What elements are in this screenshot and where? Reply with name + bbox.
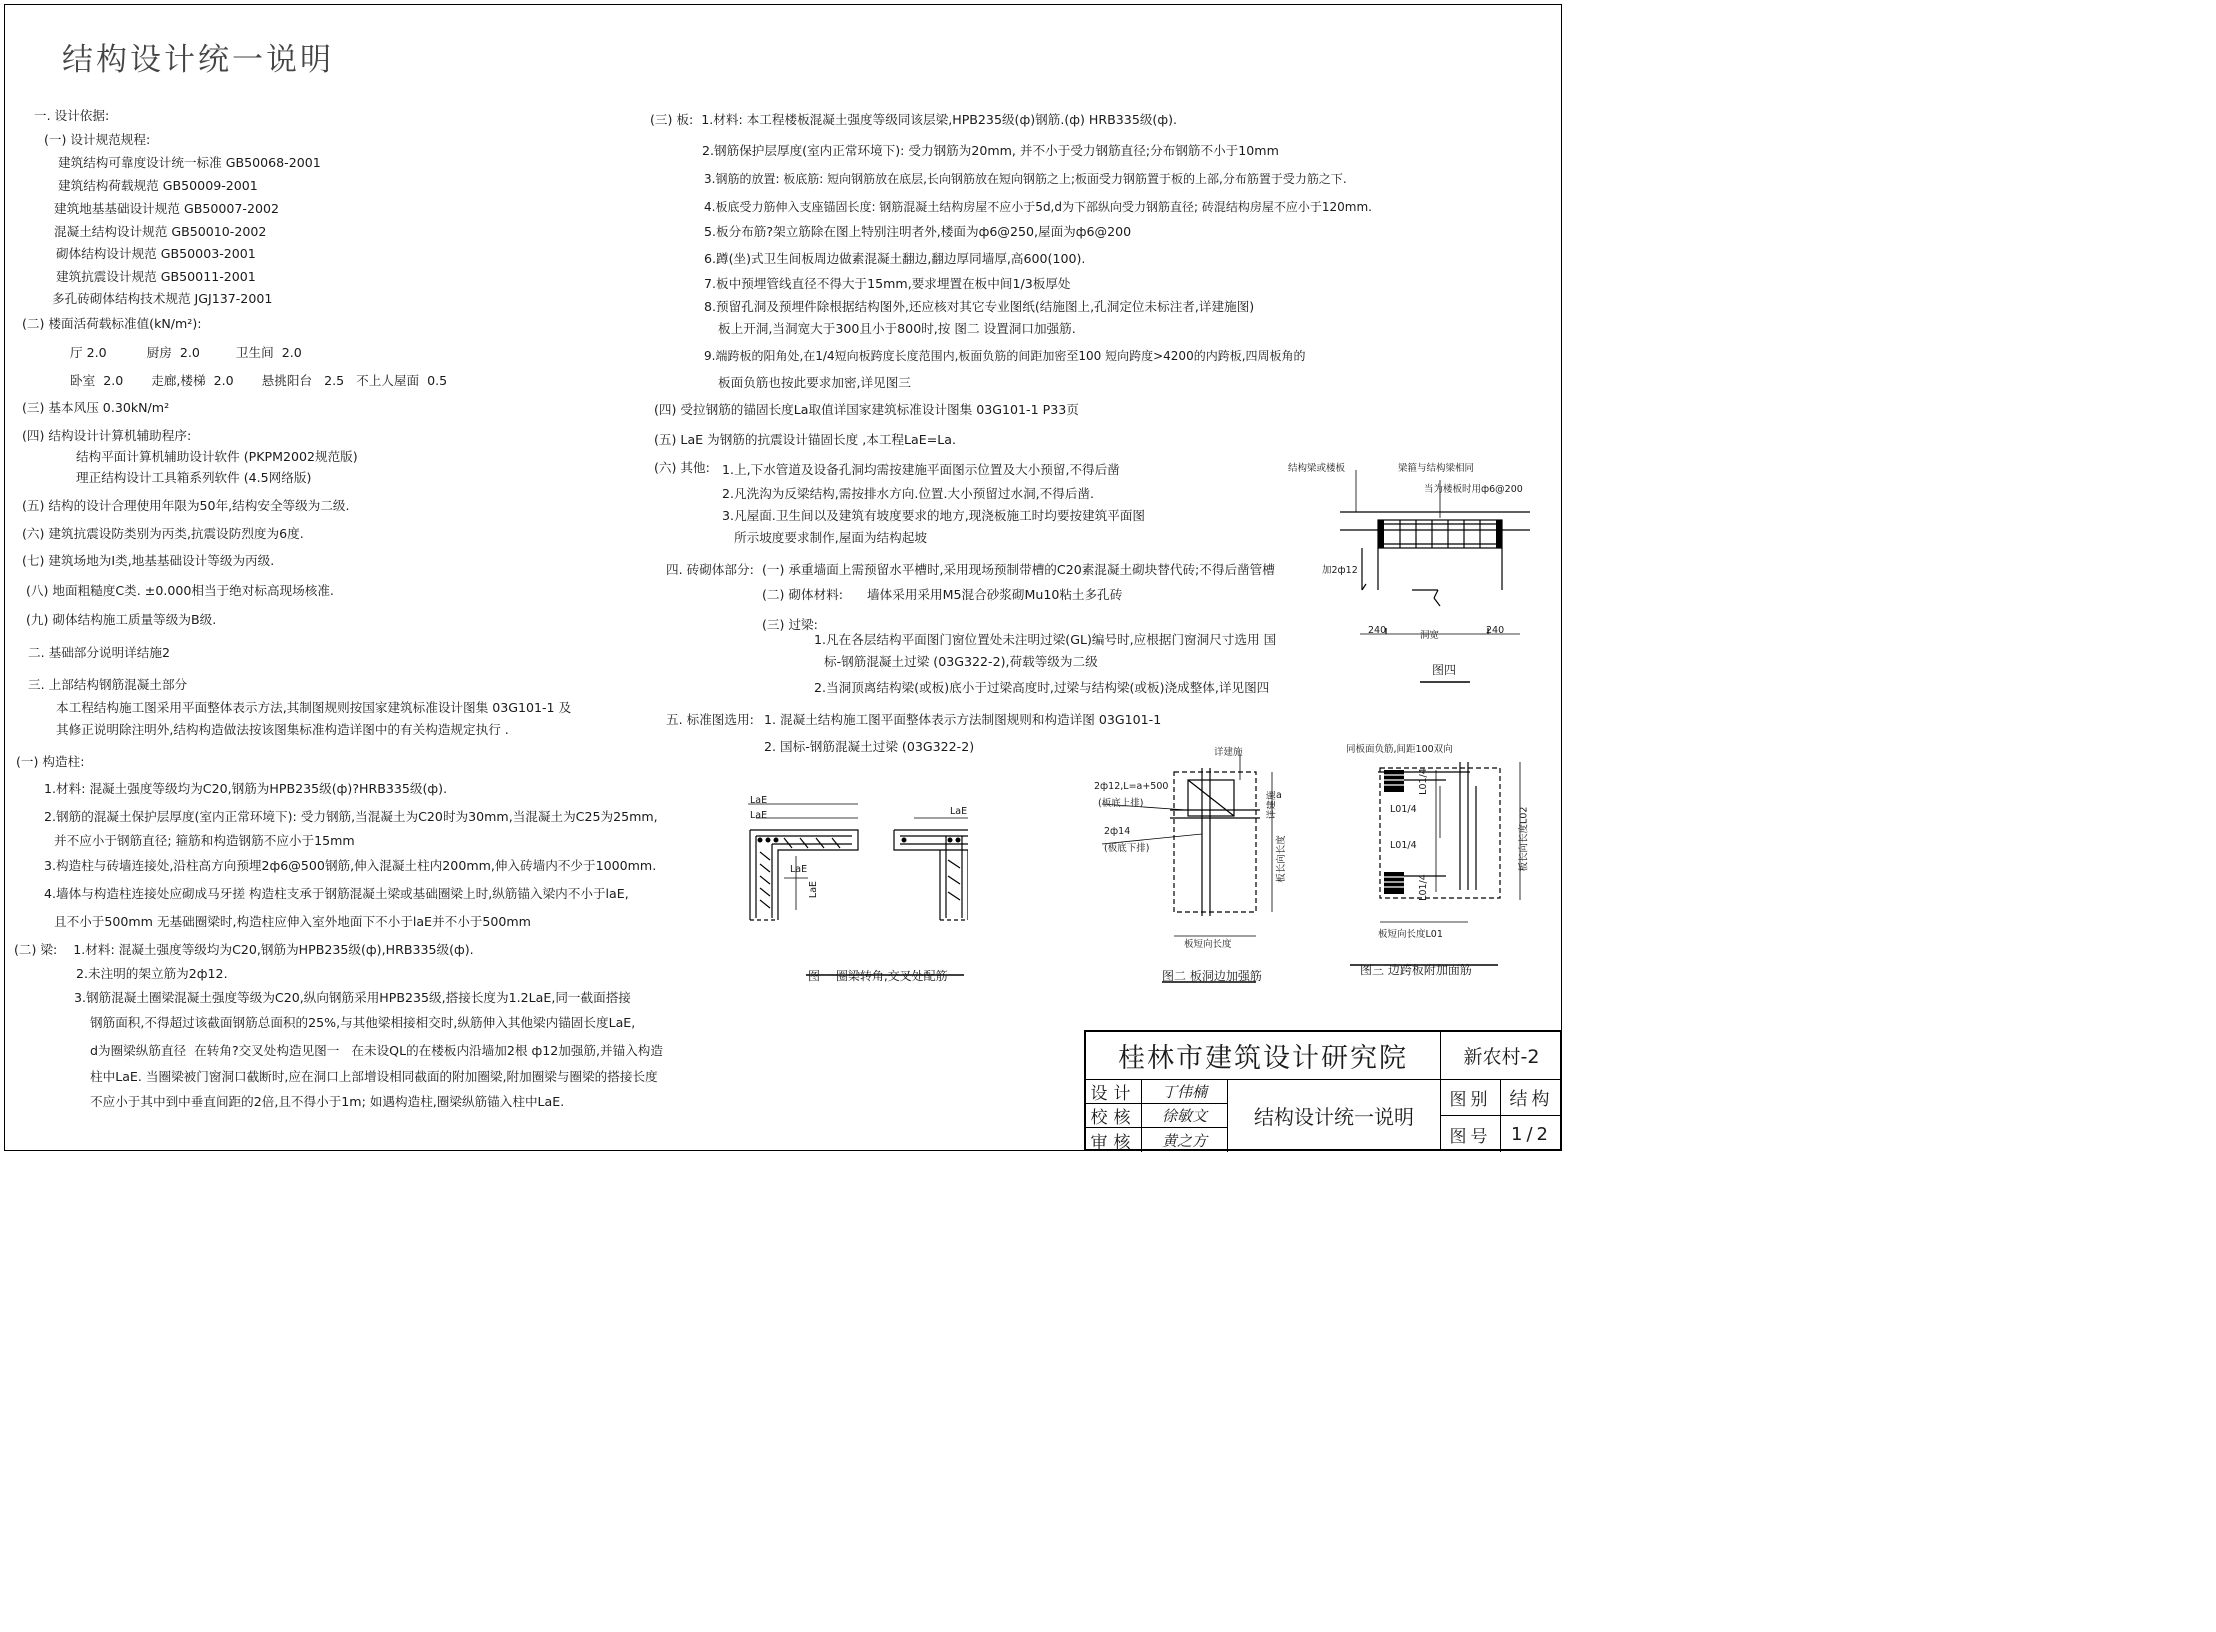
note-line: 3.构造柱与砖墙连接处,沿柱高方向预埋2ф6@500钢筋,伸入混凝土柱内200mm,伸入砖墙内不少于1000mm.: [44, 858, 657, 873]
note-line: 建筑地基基础设计规范 GB50007-2002: [54, 201, 279, 216]
signature-check: 徐敏文: [1142, 1104, 1228, 1128]
dim-label: 详建施: [1266, 790, 1278, 820]
note-line: (三) 过梁:: [762, 617, 818, 632]
note-line: 2.钢筋的混凝土保护层厚度(室内正常环境下): 受力钢筋,当混凝土为C20时为30mm,当混凝土为C25为25mm,: [44, 809, 658, 824]
note-line: 四. 砖砌体部分:: [666, 562, 754, 577]
dim-label: L01/4: [1417, 768, 1429, 795]
dim-label: 240: [1486, 625, 1505, 636]
note-line: 结构平面计算机辅助设计软件 (PKPM2002规范版): [76, 449, 358, 464]
note-line: 6.蹲(坐)式卫生间板周边做素混凝土翻边,翻边厚同墙厚,高600(100).: [704, 251, 1086, 266]
dim-label: 板短向长度: [1184, 939, 1232, 950]
note-line: (三) 基本风压 0.30kN/m²: [22, 400, 170, 415]
note-line: 板上开洞,当洞宽大于300且小于800时,按 图二 设置洞口加强筋.: [718, 321, 1076, 336]
title-block: [1084, 1030, 1562, 1151]
note-line: 1.材料: 混凝土强度等级均为C20,钢筋为HPB235级(ф)?HRB335级(ф).: [44, 781, 448, 796]
note-line: 标-钢筋混凝土过梁 (03G322-2),荷载等级为二级: [824, 654, 1098, 669]
dim-label: LaE: [950, 806, 968, 817]
note-line: (一) 承重墙面上需预留水平槽时,采用现场预制带槽的C20素混凝土砌块替代砖;不得后凿管槽: [762, 562, 1275, 577]
note-line: 4.墙体与构造柱连接处应砌成马牙搓 构造柱支承于钢筋混凝土梁或基础圈梁上时,纵筋锚入梁内不小于laE,: [44, 886, 629, 901]
number-value: 1/2: [1511, 1123, 1552, 1145]
drawing-name: 结构设计统一说明: [1228, 1080, 1441, 1151]
note-line: 1.凡在各层结构平面图门窗位置处未注明过梁(GL)编号时,应根据门窗洞尺寸选用 国: [814, 632, 1277, 647]
figure-3-caption: 图三 边跨板附加面筋: [1360, 963, 1472, 977]
note-line: 砌体结构设计规范 GB50003-2001: [56, 246, 256, 261]
note-line: 2.凡洗沟为反梁结构,需按排水方向.位置.大小预留过水洞,不得后凿.: [722, 486, 1095, 501]
note-line: 柱中LaE. 当圈梁被门窗洞口截断时,应在洞口上部增设相同截面的附加圈梁,附加圈梁与圈梁的搭接长度: [90, 1069, 658, 1084]
note-line: 1. 混凝土结构施工图平面整体表示方法制图规则和构造详图 03G101-1: [764, 712, 1162, 727]
category-label: 图别: [1441, 1080, 1501, 1116]
signature-review: 黄之方: [1142, 1128, 1228, 1152]
note-line: 混凝土结构设计规范 GB50010-2002: [54, 224, 267, 239]
note-line: 其修正说明除注明外,结构构造做法按该图集标准构造详图中的有关构造规定执行 .: [56, 722, 509, 737]
note-line: 卧室 2.0 走廊,楼梯 2.0 悬挑阳台 2.5 不上人屋面 0.5: [70, 373, 448, 388]
note-line: 厅 2.0 厨房 2.0 卫生间 2.0: [70, 345, 302, 360]
note-line: (四) 受拉钢筋的锚固长度La取值详国家建筑标准设计图集 03G101-1 P33页: [654, 402, 1079, 417]
note-line: 建筑结构荷载规范 GB50009-2001: [58, 178, 258, 193]
note-line: 钢筋面积,不得超过该截面钢筋总面积的25%,与其他梁相接相交时,纵筋伸入其他梁内锚固长度LaE,: [90, 1015, 636, 1030]
role-review: 审核: [1086, 1128, 1142, 1152]
role-design: 设计: [1086, 1080, 1142, 1104]
note-line: d为圈梁纵筋直径 在转角?交叉处构造见图一 在未设QL的在楼板内沿墙加2根 ф12加强筋,并锚入构造: [90, 1043, 663, 1058]
dim-label: 同板面负筋,间距100双向: [1346, 744, 1453, 755]
note-line: 2.未注明的架立筋为2ф12.: [76, 966, 228, 981]
note-line: 多孔砖砌体结构技术规范 JGJ137-2001: [52, 291, 273, 306]
project-name: 新农村-2: [1441, 1032, 1562, 1080]
dim-label: 加2ф12: [1322, 565, 1358, 576]
dim-label: 2ф14: [1104, 826, 1131, 837]
note-line: (三) 板: 1.材料: 本工程楼板混凝土强度等级同该层梁,HPB235级(ф)钢筋.(ф) HRB335级(ф).: [650, 112, 1178, 127]
dim-label: 洞宽: [1420, 630, 1440, 641]
note-line: 不应小于其中到中垂直间距的2倍,且不得小于1m; 如遇构造柱,圈梁纵筋锚入柱中LaE.: [90, 1094, 565, 1109]
note-line: 9.端跨板的阳角处,在1/4短向板跨度长度范围内,板面负筋的间距加密至100 短向跨度>4200的内跨板,四周板角的: [704, 349, 1306, 363]
figure-4-caption: 图四: [1432, 663, 1457, 677]
note-line: 4.板底受力筋伸入支座锚固长度: 钢筋混凝土结构房屋不应小于5d,d为下部纵向受力钢筋直径; 砖混结构房屋不应小于120mm.: [704, 200, 1372, 214]
dim-label: 240: [1368, 625, 1387, 636]
note-line: (九) 砌体结构施工质量等级为B级.: [26, 612, 217, 627]
dim-label: 板短向长度L01: [1378, 929, 1443, 940]
note-line: (五) LaE 为钢筋的抗震设计锚固长度 ,本工程LaE=La.: [654, 432, 957, 447]
dim-label: 板长向长度L02: [1518, 806, 1530, 872]
note-line: (一) 设计规范规程:: [44, 132, 151, 147]
note-line: 五. 标准图选用:: [666, 712, 754, 727]
note-line: 所示坡度要求制作,屋面为结构起坡: [734, 530, 927, 545]
note-line: 3.凡屋面.卫生间以及建筑有坡度要求的地方,现浇板施工时均要按建筑平面图: [722, 508, 1146, 523]
note-line: 三. 上部结构钢筋混凝土部分: [28, 677, 188, 692]
note-line: (二) 楼面活荷载标准值(kN/m²):: [22, 316, 202, 331]
note-line: 2. 国标-钢筋混凝土过梁 (03G322-2): [764, 739, 975, 754]
note-line: (一) 构造柱:: [16, 754, 85, 769]
note-line: (六) 建筑抗震设防类别为丙类,抗震设防烈度为6度.: [22, 526, 304, 541]
note-line: (五) 结构的设计合理使用年限为50年,结构安全等级为二级.: [22, 498, 350, 513]
figure-2-caption: 图二 板洞边加强筋: [1162, 969, 1262, 983]
note-line: (七) 建筑场地为I类,地基基础设计等级为丙级.: [22, 553, 275, 568]
note-line: 一. 设计依据:: [34, 108, 110, 123]
note-line: 理正结构设计工具箱系列软件 (4.5网络版): [76, 470, 312, 485]
category-value: 结构: [1501, 1080, 1562, 1116]
dim-label: (板底下排): [1104, 843, 1150, 854]
dim-label: 结构梁或楼板: [1288, 463, 1346, 474]
dim-label: 2ф12,L=a+500: [1094, 781, 1169, 792]
dim-label: (板底上排): [1098, 798, 1144, 809]
note-line: 2.钢筋保护层厚度(室内正常环境下): 受力钢筋为20mm, 并不小于受力钢筋直径;分布钢筋不小于10mm: [702, 143, 1279, 158]
signature-design: 丁伟楠: [1142, 1080, 1228, 1104]
note-line: 建筑抗震设计规范 GB50011-2001: [56, 269, 256, 284]
dim-label: L01/4: [1417, 874, 1429, 901]
note-line: (二) 砌体材料: 墙体采用采用M5混合砂浆砌Mu10粘土多孔砖: [762, 587, 1123, 602]
note-line: 板面负筋也按此要求加密,详见图三: [718, 375, 911, 390]
note-line: 本工程结构施工图采用平面整体表示方法,其制图规则按国家建筑标准设计图集 03G101-1 及: [56, 700, 572, 715]
note-line: 1.上,下水管道及设备孔洞均需按建施平面图示位置及大小预留,不得后凿: [722, 462, 1120, 477]
note-line: 并不应小于钢筋直径; 箍筋和构造钢筋不应小于15mm: [54, 833, 355, 848]
note-line: 二. 基础部分说明详结施2: [28, 645, 170, 660]
role-check: 校核: [1086, 1104, 1142, 1128]
dim-label: LaE: [790, 864, 808, 875]
dim-label: LaE: [750, 810, 768, 821]
note-line: 3.钢筋混凝土圈梁混凝土强度等级为C20,纵向钢筋采用HPB235级,搭接长度为1.2LaE,同一截面搭接: [74, 990, 631, 1005]
dim-label: L01/4: [1390, 840, 1417, 851]
note-line: 建筑结构可靠度设计统一标准 GB50068-2001: [58, 155, 321, 170]
note-line: 5.板分布筋?架立筋除在图上特别注明者外,楼面为ф6@250,屋面为ф6@200: [704, 224, 1132, 239]
dim-label: a: [1276, 790, 1282, 801]
note-line: 7.板中预埋管线直径不得大于15mm,要求埋置在板中间1/3板厚处: [704, 276, 1071, 291]
note-line: 3.钢筋的放置: 板底筋: 短向钢筋放在底层,长向钢筋放在短向钢筋之上;板面受力钢筋置于板的上部,分布筋置于受力筋之下.: [704, 172, 1347, 186]
note-line: 2.当洞顶离结构梁(或板)底小于过梁高度时,过梁与结构梁(或板)浇成整体,详见图四: [814, 680, 1270, 695]
dim-label: 当为楼板时用ф6@200: [1424, 484, 1523, 495]
number-label: 图号: [1441, 1116, 1501, 1152]
org-name: 桂林市建筑设计研究院: [1086, 1032, 1441, 1080]
note-line: (二) 梁: 1.材料: 混凝土强度等级均为C20,钢筋为HPB235级(ф),HRB335级(ф).: [14, 942, 474, 957]
note-line: 且不小于500mm 无基础圈梁时,构造柱应伸入室外地面下不小于laE并不小于500mm: [54, 914, 531, 929]
note-line: (六) 其他:: [654, 460, 710, 475]
note-line: (八) 地面粗糙度C类. ±0.000相当于绝对标高现场核准.: [26, 583, 334, 598]
page-title: 结构设计统一说明: [62, 42, 334, 78]
note-line: (四) 结构设计计算机辅助程序:: [22, 428, 192, 443]
dim-label: LaE: [750, 795, 768, 806]
dim-label: 详建施: [1214, 747, 1243, 758]
dim-label: 板长向长度: [1275, 835, 1287, 883]
dim-label: L01/4: [1390, 804, 1417, 815]
dim-label: 梁箍与结构梁相同: [1398, 463, 1475, 474]
dim-label: LaE: [808, 880, 820, 899]
figure-1-caption: 图一 圈梁转角,交叉处配筋: [808, 969, 948, 983]
note-line: 8.预留孔洞及预埋件除根据结构图外,还应核对其它专业图纸(结施图上,孔洞定位未标注者,详建施图): [704, 299, 1255, 314]
